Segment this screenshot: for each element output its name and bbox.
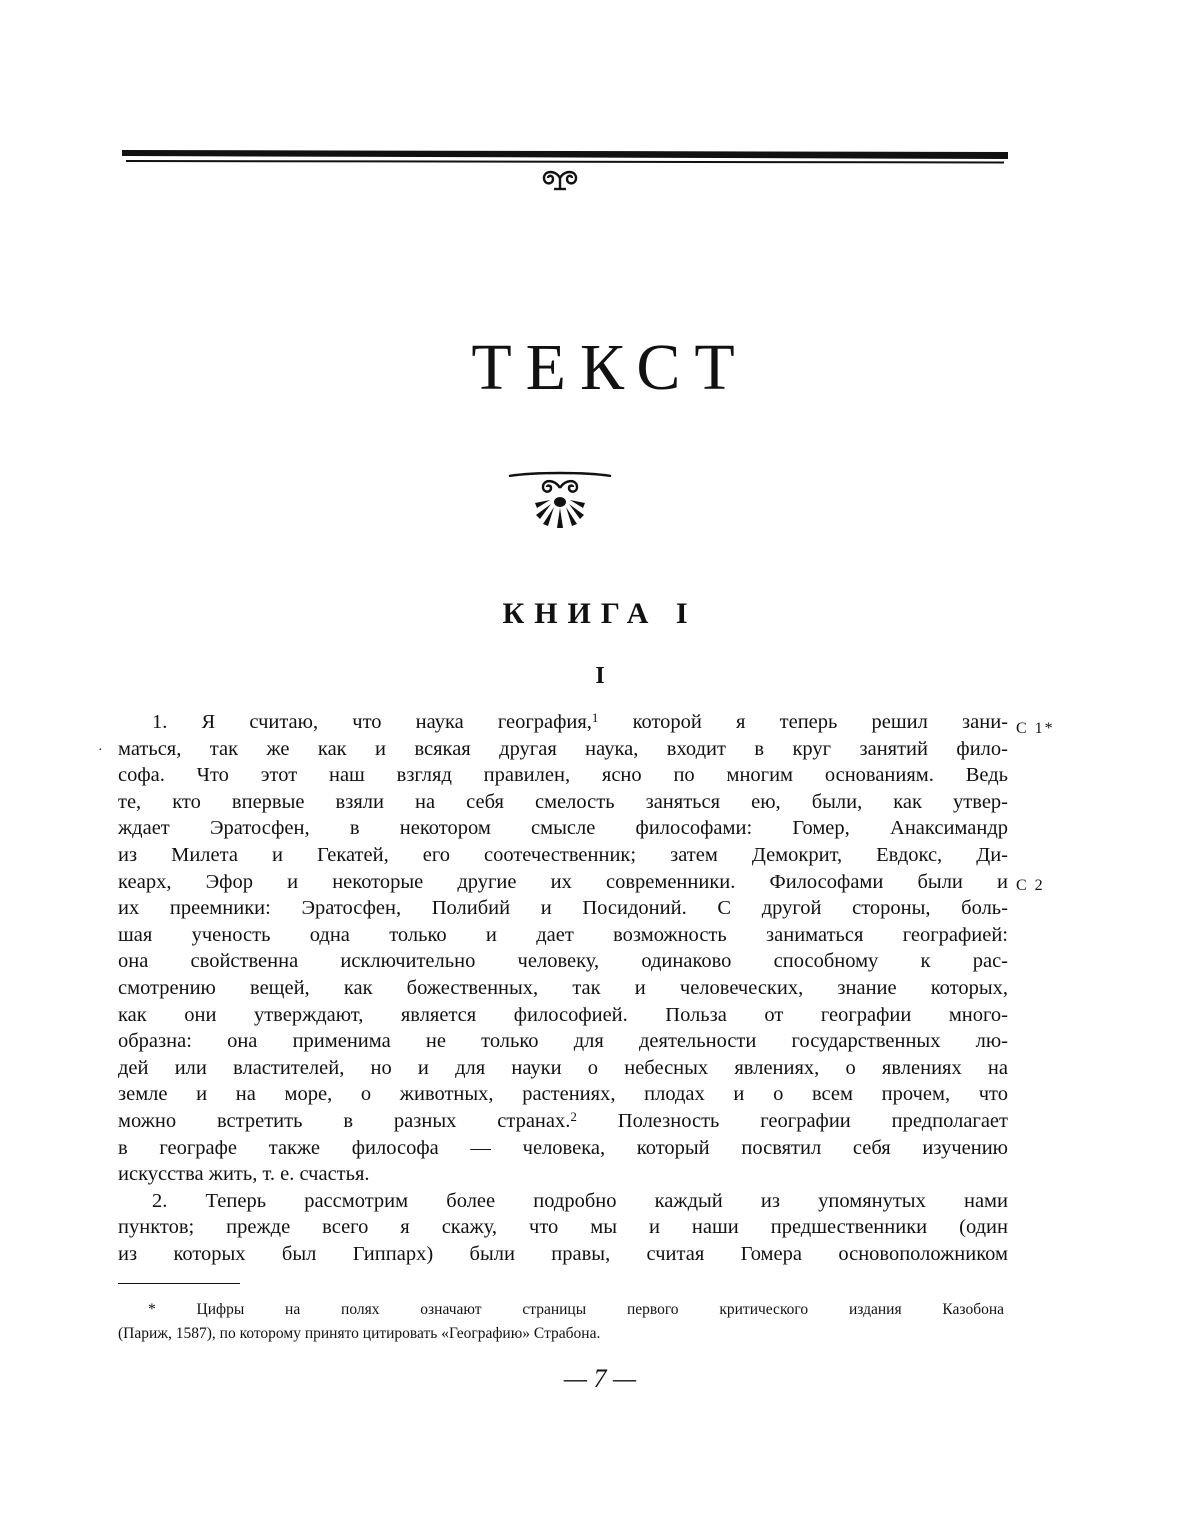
body-line: кеарх, Эфор и некоторые другие их современники. Философами были и bbox=[118, 870, 1008, 893]
footnote bbox=[118, 1298, 1004, 1346]
footnote-ref: 1 bbox=[591, 710, 599, 725]
footnote-line: * Цифры на полях означают страницы первого критического издания Казобона bbox=[148, 1301, 1004, 1318]
body-line: 2. Теперь рассмотрим более подробно каждый из упомянутых нами bbox=[152, 1189, 1008, 1212]
body-line: она свойственна исключительно человеку, одинаково способному к рас- bbox=[118, 950, 1008, 973]
body-text bbox=[118, 709, 1008, 1267]
body-line: шая ученость одна только и дает возможность заниматься географией: bbox=[118, 923, 1008, 946]
body-line: их преемники: Эратосфен, Полибий и Посидоний. С другой стороны, боль- bbox=[118, 897, 1008, 920]
body-line: пунктов; прежде всего я скажу, что мы и наши предшественники (один bbox=[118, 1216, 1008, 1239]
footnote-divider bbox=[118, 1283, 240, 1284]
body-line: из которых был Гиппарх) были правы, считая Гомера основоположником bbox=[118, 1242, 1008, 1265]
body-line: смотрению вещей, как божественных, так и человеческих, знание которых, bbox=[118, 976, 1008, 999]
body-line: как они утверждают, является философией. Польза от географии много- bbox=[118, 1003, 1008, 1026]
book-heading: КНИГА I bbox=[502, 597, 698, 630]
body-line: из Милета и Гекатей, его соотечественник; затем Демокрит, Евдокс, Ди- bbox=[118, 843, 1008, 866]
page-number: — 7 — bbox=[563, 1364, 637, 1393]
body-line: искусства жить, т. е. счастья. bbox=[118, 1163, 370, 1186]
body-line: в географе также философа — человека, который посвятил себя изучению bbox=[118, 1136, 1008, 1159]
footnote-line: (Париж, 1587), по которому принято цитировать «Географию» Страбона. bbox=[118, 1325, 601, 1342]
margin-page-marker: С 2 bbox=[1016, 877, 1045, 894]
palmette-ornament-icon bbox=[505, 468, 615, 532]
margin-page-marker: С 1* bbox=[1016, 720, 1055, 737]
chapter-heading: I bbox=[595, 663, 605, 689]
stray-mark: · bbox=[98, 743, 103, 758]
body-line: те, кто впервые взяли на себя смелость заняться ею, были, как утвер- bbox=[118, 790, 1008, 813]
body-line: дей или властителей, но и для науки о небесных явлениях, о явлениях на bbox=[118, 1056, 1008, 1079]
footnote-ref: 2 bbox=[570, 1108, 577, 1124]
body-line: ждает Эратосфен, в некотором смысле философами: Гомер, Анаксимандр bbox=[118, 817, 1008, 840]
body-line: 1. Я считаю, что наука география,$^1$ которой я теперь решил зани- bbox=[152, 710, 1009, 733]
scroll-ornament-icon bbox=[520, 160, 600, 194]
body-line: софа. Что этот наш взгляд правилен, ясно по многим основаниям. Ведь bbox=[118, 764, 1008, 787]
page-title: ТЕКСТ bbox=[471, 331, 749, 404]
body-line: можно встретить в разных странах.$^2$ Полезность географии предполагает bbox=[118, 1108, 1008, 1132]
body-line: земле и на море, о животных, растениях, плодах и о всем прочем, что bbox=[118, 1083, 1008, 1106]
body-line: образна: она применима не только для деятельности государственных лю- bbox=[118, 1030, 1008, 1053]
body-line: маться, так же как и всякая другая наука, входит в круг занятий фило- bbox=[118, 737, 1008, 760]
